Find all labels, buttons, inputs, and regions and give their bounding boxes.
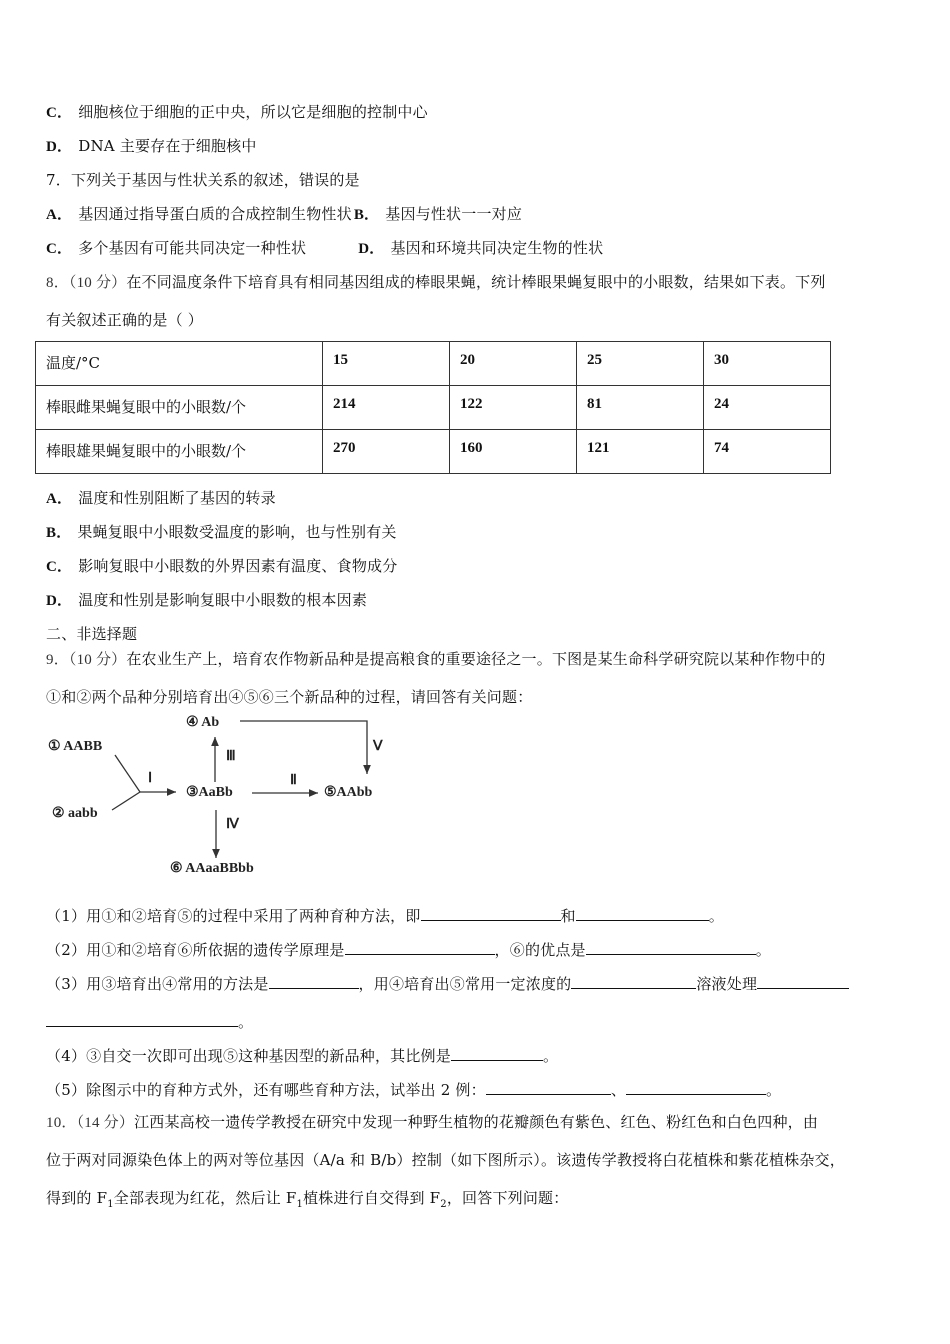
option-label: A．: [46, 207, 73, 223]
question-text: 在不同温度条件下培育具有相同基因组成的棒眼果蝇，统计棒眼果蝇复眼中的小眼数，结果如下表。下列: [126, 273, 826, 291]
question-number: 8．: [46, 275, 69, 291]
node-variety-5: ⑤AAbb: [324, 785, 373, 800]
q9-stem-line2: ①和②两个品种分别培育出④⑤⑥三个新品种的过程，请回答有关问题：: [46, 688, 533, 706]
answer-blank[interactable]: [486, 1078, 611, 1095]
table-cell: 270: [323, 430, 450, 474]
option-text: 温度和性别阻断了基因的转录: [78, 489, 276, 507]
answer-blank[interactable]: [571, 972, 696, 989]
table-cell: 24: [704, 386, 831, 430]
section-title: 二、非选择题: [46, 625, 138, 643]
question-text: （2）用①和②培育⑥所依据的遗传学原理是: [46, 941, 345, 959]
answer-blank[interactable]: [626, 1078, 766, 1095]
step-label-5: Ⅴ: [373, 739, 383, 754]
answer-blank[interactable]: [586, 938, 756, 955]
question-text: ，回答下列问题：: [446, 1189, 569, 1207]
question-text: 。: [766, 1081, 782, 1099]
answer-blank[interactable]: [451, 1044, 543, 1061]
option-label: C．: [46, 241, 73, 257]
table-cell: 30: [704, 342, 831, 386]
step-label-4: Ⅳ: [226, 817, 239, 832]
option-label: D．: [46, 593, 73, 609]
question-text: 、: [610, 1081, 627, 1099]
question-text: ，⑥的优点是: [494, 941, 586, 959]
q7-options-ab: [46, 204, 522, 225]
q9-sub1: [46, 904, 724, 926]
option-text: 细胞核位于细胞的正中央，所以它是细胞的控制中心: [78, 103, 428, 121]
question-text: 在农业生产上，培育农作物新品种是提高粮食的重要途径之一。下图是某生命科学研究院以某种作物中的: [126, 650, 826, 668]
q7-stem: 7．下列关于基因与性状关系的叙述，错误的是: [46, 171, 360, 189]
question-text: 植株进行自交得到 F: [303, 1189, 441, 1207]
option-label: D．: [358, 241, 385, 257]
question-text: ，用④培育出⑤常用一定浓度的: [358, 975, 572, 993]
option-label: C．: [46, 559, 73, 575]
table-cell: 214: [323, 386, 450, 430]
q6-option-c: [46, 102, 428, 123]
option-label: D．: [46, 139, 73, 155]
step-label-2: Ⅱ: [290, 773, 297, 788]
answer-blank[interactable]: [757, 972, 849, 989]
step-label-1: Ⅰ: [148, 771, 153, 786]
table-cell: 160: [450, 430, 577, 474]
q8-option-b: [46, 522, 397, 543]
q9-sub4: [46, 1044, 558, 1066]
option-text: 基因与性状一一对应: [385, 205, 523, 223]
q10-stem-line3: [46, 1188, 568, 1215]
q6-option-d: [46, 136, 257, 157]
question-score: （10 分）: [68, 652, 127, 668]
step-label-3: Ⅲ: [226, 749, 236, 764]
q8-option-a: [46, 488, 276, 509]
subscript: 2: [440, 1199, 447, 1210]
q8-data-table: [35, 341, 831, 474]
node-variety-2: ② aabb: [52, 806, 98, 821]
option-label: B．: [46, 525, 72, 541]
table-row: [36, 430, 831, 474]
option-text: 温度和性别是影响复眼中小眼数的根本因素: [78, 591, 368, 609]
question-text: （3）用③培育出④常用的方法是: [46, 975, 269, 993]
table-cell: 74: [704, 430, 831, 474]
answer-blank[interactable]: [576, 904, 709, 921]
question-score: （14 分）: [76, 1115, 135, 1131]
question-text: 溶液处理: [696, 975, 758, 993]
q8-option-d: [46, 590, 367, 611]
table-cell: 25: [577, 342, 704, 386]
q9-sub2: [46, 938, 771, 960]
question-text: 。: [238, 1013, 254, 1031]
q8-stem-line2: 有关叙述正确的是（ ）: [46, 311, 203, 329]
answer-blank[interactable]: [46, 1010, 238, 1027]
answer-blank[interactable]: [421, 904, 561, 921]
q7-options-cd: [46, 238, 603, 259]
option-text: DNA 主要存在于细胞核中: [78, 137, 257, 155]
option-label: C．: [46, 105, 73, 121]
question-text: （1）用①和②培育⑤的过程中采用了两种育种方法，即: [46, 907, 421, 925]
answer-blank[interactable]: [345, 938, 495, 955]
table-header-row: [36, 342, 831, 386]
q9-sub3: [46, 972, 849, 994]
table-cell: 122: [450, 386, 577, 430]
option-text: 基因和环境共同决定生物的性状: [390, 239, 604, 257]
question-text: （4）③自交一次即可出现⑤这种基因型的新品种，其比例是: [46, 1047, 451, 1065]
question-text: 和: [560, 907, 576, 925]
q9-sub3-cont: [46, 1010, 253, 1032]
table-row: [36, 386, 831, 430]
option-text: 多个基因有可能共同决定一种性状: [78, 239, 307, 257]
subscript: 1: [107, 1199, 114, 1210]
table-cell: 棒眼雄果蝇复眼中的小眼数/个: [36, 430, 323, 474]
table-cell: 温度/°C: [36, 342, 323, 386]
question-text: 江西某高校一遗传学教授在研究中发现一种野生植物的花瓣颜色有紫色、红色、粉红色和白色四种，由: [134, 1113, 819, 1131]
q8-stem-line1: [46, 272, 826, 293]
node-variety-3: ③AaBb: [186, 785, 233, 800]
question-text: 得到的 F: [46, 1189, 108, 1207]
question-number: 10．: [46, 1115, 77, 1131]
table-cell: 棒眼雌果蝇复眼中的小眼数/个: [36, 386, 323, 430]
q9-sub5: [46, 1078, 781, 1100]
option-text: 基因通过指导蛋白质的合成控制生物性状: [78, 205, 352, 223]
question-score: （10 分）: [68, 275, 127, 291]
question-number: 9．: [46, 652, 69, 668]
q8-option-c: [46, 556, 397, 577]
subscript: 1: [296, 1199, 304, 1210]
q10-stem-line1: [46, 1112, 818, 1133]
table-cell: 121: [577, 430, 704, 474]
q10-stem-line2: 位于两对同源染色体上的两对等位基因（A/a 和 B/b）控制（如下图所示）。该遗传学教授将白花植株和紫花植株杂交，: [46, 1151, 845, 1169]
question-text: 。: [542, 1047, 559, 1065]
node-variety-4: ④ Ab: [186, 715, 220, 730]
table-cell: 81: [577, 386, 704, 430]
question-text: 。: [755, 941, 771, 959]
answer-blank[interactable]: [269, 972, 359, 989]
option-label: A．: [46, 491, 73, 507]
question-text: （5）除图示中的育种方式外，还有哪些育种方法，试举出 2 例：: [46, 1081, 486, 1099]
node-variety-6: ⑥ AAaaBBbb: [170, 861, 254, 876]
question-text: 。: [708, 907, 724, 925]
breeding-diagram: [40, 710, 400, 885]
option-text: 果蝇复眼中小眼数受温度的影响，也与性别有关: [77, 523, 397, 541]
node-variety-1: ① AABB: [48, 739, 103, 754]
table-cell: 20: [450, 342, 577, 386]
table-cell: 15: [323, 342, 450, 386]
q9-stem-line1: [46, 649, 826, 670]
option-text: 影响复眼中小眼数的外界因素有温度、食物成分: [78, 557, 398, 575]
option-label: B．: [353, 207, 380, 223]
question-text: 全部表现为红花，然后让 F: [113, 1189, 297, 1207]
